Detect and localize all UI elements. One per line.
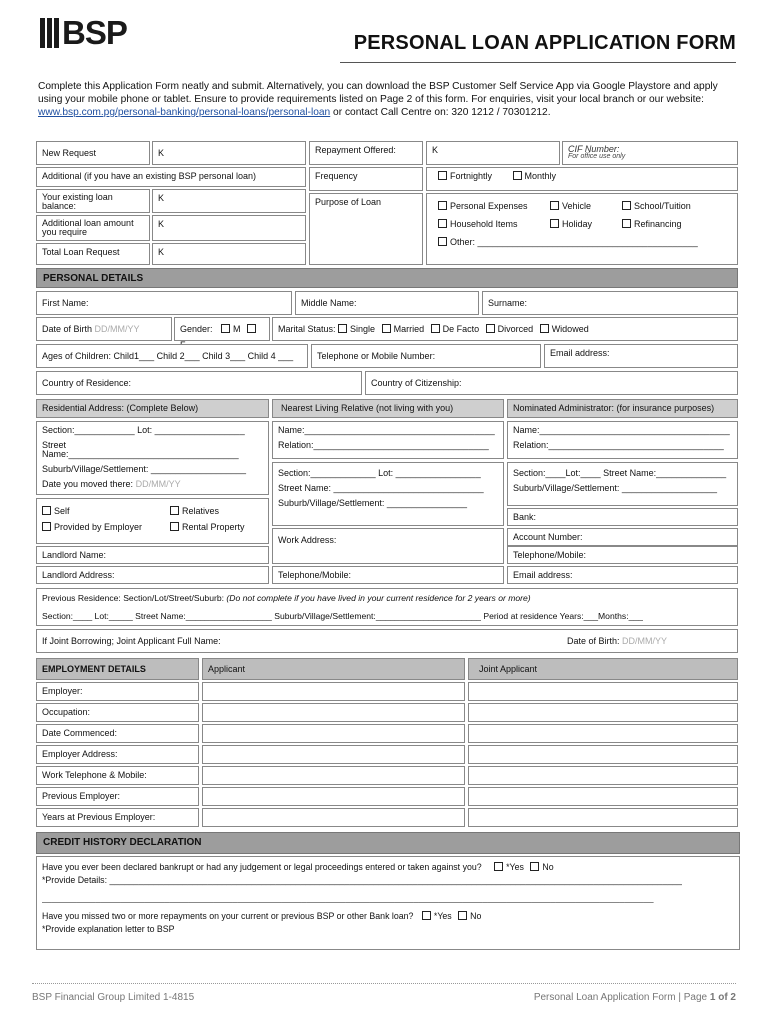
joint-employment-field[interactable] [468, 703, 738, 722]
applicant-employment-field[interactable] [202, 808, 465, 827]
applicant-employment-field[interactable] [202, 682, 465, 701]
joint-employment-field[interactable] [468, 724, 738, 743]
household-checkbox[interactable]: Household Items [438, 219, 550, 229]
self-checkbox[interactable]: Self [42, 506, 170, 516]
explanation-note: *Provide explanation letter to BSP [42, 924, 175, 934]
dob-placeholder: DD/MM/YY [94, 324, 140, 334]
employment-row-label: Employer Address: [36, 745, 199, 764]
middle-name-field[interactable]: Middle Name: [295, 291, 479, 315]
applicant-employment-field[interactable] [202, 724, 465, 743]
cif-number-label: CIF Number: [568, 144, 620, 154]
additional-loan-label: Additional (if you have an existing BSP personal loan) [36, 167, 306, 187]
landlord-address-field[interactable]: Landlord Address: [36, 566, 269, 584]
footer-page-info: Personal Loan Application Form | Page 1 of 2 [533, 992, 736, 1003]
applicant-employment-field[interactable] [202, 745, 465, 764]
fortnightly-checkbox[interactable]: Fortnightly [438, 171, 492, 181]
admin-name-field[interactable]: Name:______________________________________ Relation:___________________________________ [507, 421, 738, 459]
frequency-label: Frequency [309, 167, 423, 191]
applicant-employment-field[interactable] [202, 787, 465, 806]
joint-employment-field[interactable] [468, 682, 738, 701]
existing-balance-field[interactable]: K [152, 189, 306, 213]
vehicle-checkbox[interactable]: Vehicle [550, 201, 622, 211]
admin-bank-field[interactable]: Bank: [507, 508, 738, 526]
employment-row-label: Work Telephone & Mobile: [36, 766, 199, 785]
joint-employment-field[interactable] [468, 766, 738, 785]
page-number: 1 of 2 [709, 992, 736, 1003]
previous-residence-note: (Do not complete if you have lived in your current residence for 2 years or more) [226, 593, 531, 603]
purpose-options [426, 193, 738, 265]
admin-account-field[interactable]: Account Number: [507, 528, 738, 546]
intro-text [38, 80, 738, 119]
applicant-employment-field[interactable] [202, 766, 465, 785]
bankrupt-details-field[interactable]: *Provide Details: _____________________________________________________________________________________________________________________ [42, 875, 682, 885]
employment-heading: EMPLOYMENT DETAILS [36, 658, 199, 680]
missed-repayments-question: Have you missed two or more repayments on your current or previous BSP or other Bank loan? [42, 911, 414, 921]
employment-row-label: Years at Previous Employer: [36, 808, 199, 827]
relatives-checkbox[interactable]: Relatives [170, 506, 219, 516]
children-ages-field[interactable]: Ages of Children: Child1___ Child 2___ Child 3___ Child 4 ___ [36, 344, 308, 368]
logo-mark-icon [40, 18, 59, 48]
relative-work-address-field[interactable]: Work Address: [272, 528, 504, 564]
admin-email-field[interactable]: Email address: [507, 566, 738, 584]
employment-row-label: Employer: [36, 682, 199, 701]
residential-address-field[interactable]: Section:____________ Lot: __________________ Street Name:__________________________________ Suburb/Village/Settlement: ___________________ Date you moved there: DD/MM/YY [36, 421, 269, 495]
credit-history-box [36, 856, 740, 950]
repayment-offered-label: Repayment Offered: [309, 141, 423, 165]
employment-row-label: Previous Employer: [36, 787, 199, 806]
intro-text-1: Complete this Application Form neatly and submit. Alternatively, you can download the BSP Customer Self Service App via Google Playstore and apply using your mobile phone or tablet. Ensure to provide requirements listed on Page 2 of this form. For enquiries, visit your local branch or our website: [38, 81, 718, 105]
single-checkbox[interactable]: Single [338, 324, 375, 334]
relative-name-field[interactable]: Name:______________________________________ Relation:___________________________________ [272, 421, 504, 459]
bsp-logo [40, 14, 127, 51]
total-loan-field[interactable]: K [152, 243, 306, 265]
total-loan-label: Total Loan Request [36, 243, 150, 265]
footer-company: BSP Financial Group Limited 1-4815 [32, 992, 195, 1003]
new-request-label: New Request [36, 141, 150, 165]
applicant-column-heading: Applicant [202, 658, 465, 680]
telephone-field[interactable]: Telephone or Mobile Number: [311, 344, 541, 368]
checkbox-icon [438, 171, 447, 180]
cif-number-field[interactable] [562, 141, 738, 165]
repayment-offered-field[interactable]: K [426, 141, 560, 165]
school-checkbox[interactable]: School/Tuition [622, 201, 691, 211]
checkbox-icon [513, 171, 522, 180]
gender-field: Gender: M [174, 317, 270, 341]
employment-row-label: Date Commenced: [36, 724, 199, 743]
frequency-options [426, 167, 738, 191]
joint-employment-field[interactable] [468, 745, 738, 764]
footer-divider [32, 983, 736, 984]
missed-no-checkbox[interactable]: No [458, 911, 481, 921]
first-name-field[interactable]: First Name: [36, 291, 292, 315]
admin-address-field[interactable]: Section:____Lot:____ Street Name:______________ Suburb/Village/Settlement: ___________________ [507, 462, 738, 506]
applicant-employment-field[interactable] [202, 703, 465, 722]
website-link[interactable]: www.bsp.com.pg/personal-banking/personal-loans/personal-loan [38, 107, 331, 118]
gender-m-checkbox[interactable]: M [221, 324, 241, 334]
country-residence-field[interactable]: Country of Residence: [36, 371, 362, 395]
new-request-field[interactable]: K [152, 141, 306, 165]
joint-column-heading: Joint Applicant [468, 658, 738, 680]
married-checkbox[interactable]: Married [382, 324, 425, 334]
widowed-checkbox[interactable]: Widowed [540, 324, 589, 334]
joint-employment-field[interactable] [468, 808, 738, 827]
office-use-note: For office use only [568, 153, 626, 160]
rental-checkbox[interactable]: Rental Property [170, 522, 245, 532]
monthly-checkbox[interactable]: Monthly [513, 171, 557, 181]
purpose-label: Purpose of Loan [309, 193, 423, 265]
additional-amount-label: Additional loan amount you require [36, 215, 150, 241]
logo-text: BSP [62, 14, 127, 51]
landlord-name-field[interactable]: Landlord Name: [36, 546, 269, 564]
joint-employment-field[interactable] [468, 787, 738, 806]
personal-details-heading: PERSONAL DETAILS [36, 268, 738, 288]
marital-status-field: Marital Status: Single Married De Facto Divorced Widowed [272, 317, 738, 341]
joint-applicant-field[interactable]: If Joint Borrowing; Joint Applicant Full Name: Date of Birth: DD/MM/YY [36, 629, 738, 653]
employer-provided-checkbox[interactable]: Provided by Employer [42, 522, 170, 532]
country-citizenship-field[interactable]: Country of Citizenship: [365, 371, 738, 395]
credit-history-heading: CREDIT HISTORY DECLARATION [36, 832, 740, 854]
holiday-checkbox[interactable]: Holiday [550, 219, 622, 229]
missed-yes-checkbox[interactable]: *Yes [422, 911, 452, 921]
admin-telephone-field[interactable]: Telephone/Mobile: [507, 546, 738, 564]
nearest-relative-heading: Nearest Living Relative (not living with you) [272, 399, 504, 418]
surname-field[interactable]: Surname: [482, 291, 738, 315]
intro-text-2: or contact Call Centre on: 320 1212 / 70301212. [330, 107, 551, 118]
dob-field[interactable]: Date of Birth DD/MM/YY [36, 317, 172, 341]
relative-address-field[interactable]: Section:_____________ Lot: _________________ Street Name: ______________________________ Suburb/Village/Settlement: ________________ [272, 462, 504, 526]
bankrupt-no-checkbox[interactable]: No [530, 862, 553, 872]
personal-expenses-checkbox[interactable]: Personal Expenses [438, 201, 550, 211]
previous-residence-field[interactable]: Previous Residence: Section/Lot/Street/Suburb: (Do not complete if you have lived in your current residence for 2 years or more) Section:____ Lot:_____ Street Name:__________________ Suburb/Village/Settlement:______________________ Period at residence Years:___Months:___ [36, 588, 738, 626]
title-divider [340, 62, 736, 63]
nominated-admin-heading: Nominated Administrator: (for insurance purposes) [507, 399, 738, 418]
bankrupt-details-line[interactable]: _____________________________________________________________________________________________________________________________ [42, 893, 654, 903]
existing-balance-label: Your existing loan balance: [36, 189, 150, 213]
de-facto-checkbox[interactable]: De Facto [431, 324, 480, 334]
bankrupt-yes-checkbox[interactable]: *Yes [494, 862, 524, 872]
bankrupt-question: Have you ever been declared bankrupt or had any judgement or legal proceedings entered or taken against you? [42, 862, 482, 872]
relative-telephone-field[interactable]: Telephone/Mobile: [272, 566, 504, 584]
additional-amount-field[interactable]: K [152, 215, 306, 241]
residence-type-options [36, 498, 269, 544]
employment-row-label: Occupation: [36, 703, 199, 722]
page-title: PERSONAL LOAN APPLICATION FORM [353, 32, 736, 54]
divorced-checkbox[interactable]: Divorced [486, 324, 534, 334]
refinancing-checkbox[interactable]: Refinancing [622, 219, 682, 229]
email-field[interactable]: Email address: [544, 344, 738, 368]
other-purpose-field[interactable]: Other: ____________________________________________ [438, 237, 732, 247]
residential-address-heading: Residential Address: (Complete Below) [36, 399, 269, 418]
